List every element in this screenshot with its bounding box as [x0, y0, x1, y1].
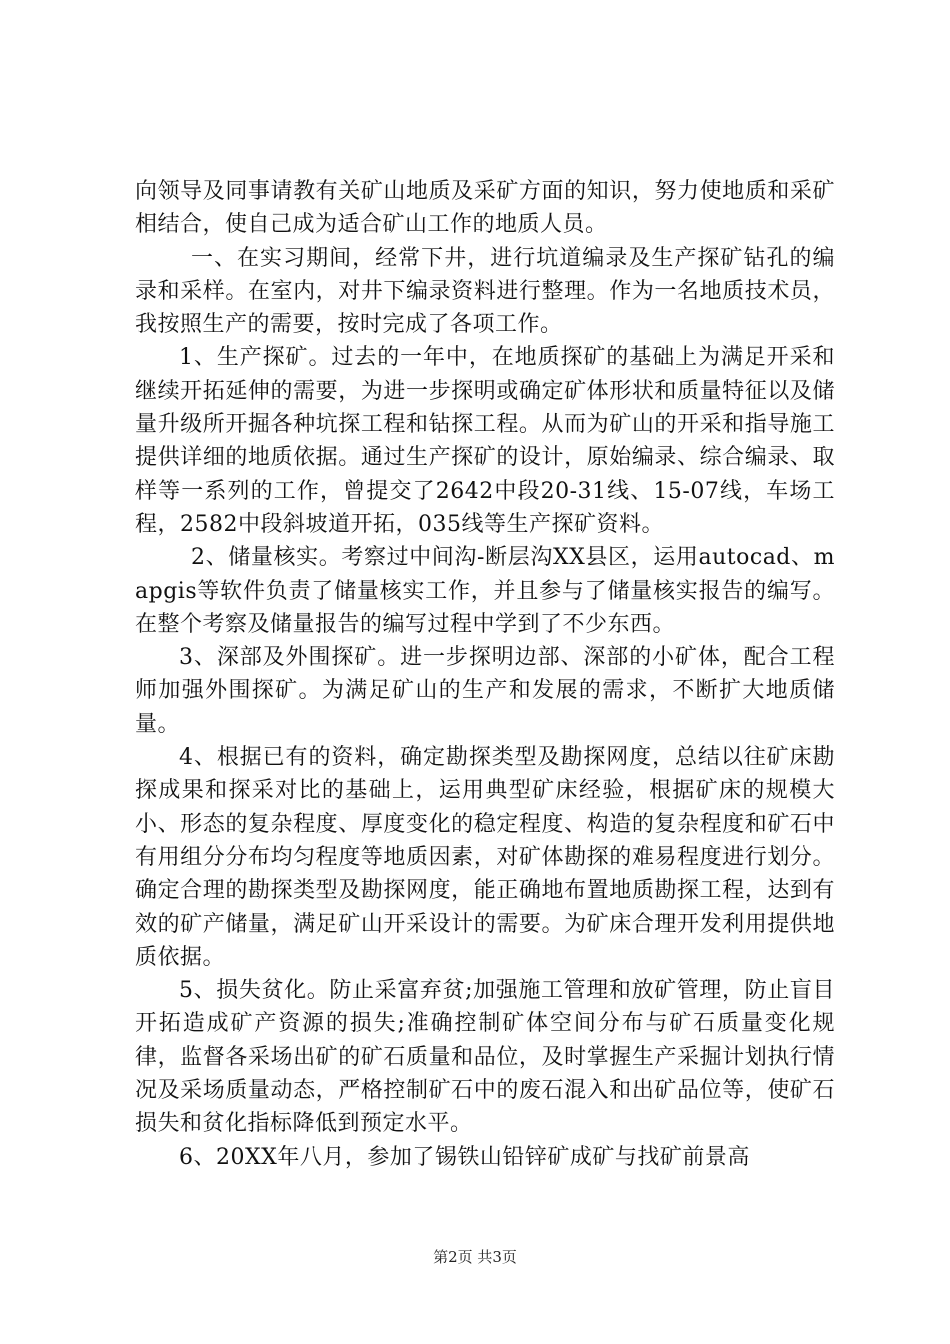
paragraph-exploration-type: 4、根据已有的资料，确定勘探类型及勘探网度，总结以往矿床勘探成果和探采对比的基础上，运用典型矿床经验，根据矿床的规模大小、形态的复杂程度、厚度变化的稳定程度、构造的复杂程度和矿石中有用组分分布均匀程度等地质因素，对矿体勘探的难易程度进行划分。确定合理的勘探类型及勘探网度，能正确地布置地质勘探工程，达到有效的矿产储量，满足矿山开采设计的需要。为矿床合理开发利用提供地质依据。	[135, 745, 835, 970]
paragraph-reserve-verification: 2、储量核实。考察过中间沟-断层沟XX县区，运用autocad、mapgis等软件负责了储量核实工作，并且参与了储量核实报告的编写。在整个考察及储量报告的编写过程中学到了不少东西。	[135, 545, 835, 637]
paragraph-deep-exploration: 3、深部及外围探矿。进一步探明边部、深部的小矿体，配合工程师加强外围探矿。为满足矿山的生产和发展的需求，不断扩大地质储量。	[135, 645, 835, 737]
paragraph-continuation: 向领导及同事请教有关矿山地质及采矿方面的知识，努力使地质和采矿相结合，使自己成为适合矿山工作的地质人员。	[135, 179, 835, 238]
paragraph-production-exploration: 1、生产探矿。过去的一年中，在地质探矿的基础上为满足开采和继续开拓延伸的需要，为进一步探明或确定矿体形状和质量特征以及储量升级所开掘各种坑探工程和钻探工程。从而为矿山的开采和指导施工提供详细的地质依据。通过生产探矿的设计，原始编录、综合编录、取样等一系列的工作，曾提交了2642中段20-31线、15-07线，车场工程，2582中段斜坡道开拓，035线等生产探矿资料。	[135, 345, 835, 537]
page-footer: 第2页 共3页	[433, 1248, 517, 1266]
paragraph-august-event: 6、20XX年八月，参加了锡铁山铅锌矿成矿与找矿前景高	[179, 1144, 750, 1170]
paragraph-loss-dilution: 5、损失贫化。防止采富弃贫;加强施工管理和放矿管理，防止盲目开拓造成矿产资源的损失;准确控制矿体空间分布与矿石质量变化规律，监督各采场出矿的矿石质量和品位，及时掌握生产采掘计划执行情况及采场质量动态，严格控制矿石中的废石混入和出矿品位等，使矿石损失和贫化指标降低到预定水平。	[135, 978, 835, 1137]
document-body	[135, 175, 835, 1174]
paragraph-internship: 一、在实习期间，经常下井，进行坑道编录及生产探矿钻孔的编录和采样。在室内，对井下编录资料进行整理。作为一名地质技术员，我按照生产的需要，按时完成了各项工作。	[135, 245, 835, 338]
